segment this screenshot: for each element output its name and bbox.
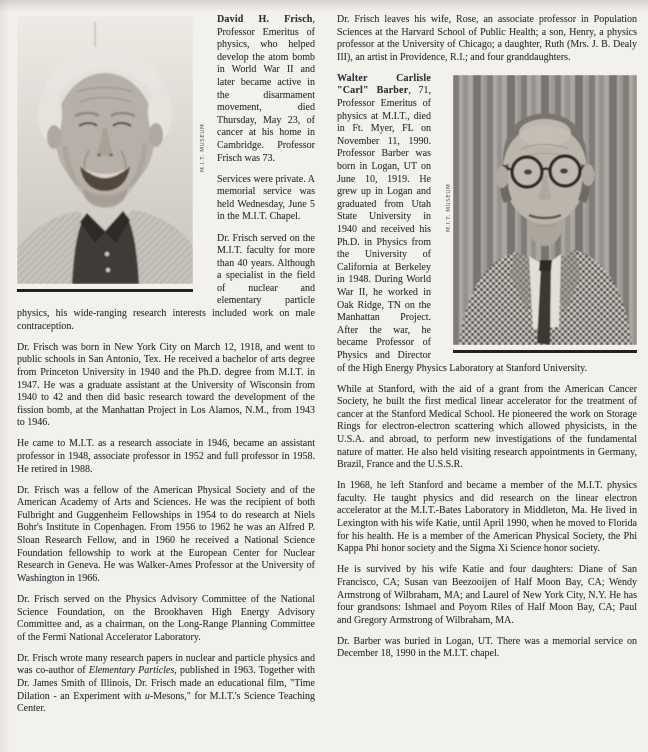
barber-photo-row xyxy=(439,75,637,345)
paragraph: Dr. Frisch wrote many research papers in nuclear and particle physics and was co-author of Elementary Particles, published in 1963. Together with Dr. James Smith of Illinois, Dr. Frisch made an educational film, "Time Dilation - an Experiment with u-Mesons," for M.I.T.'s Science Teaching Center. xyxy=(17,652,315,715)
barber-photo-rule xyxy=(453,350,637,353)
paragraph: Dr. Frisch served on the M.I.T. faculty for more than 40 years. Although a specialist in the field of nuclear and elementary particle physics, his wide-ranging research interests included work on male contraception. xyxy=(17,232,315,332)
paragraph: In 1968, he left Stanford and became a member of the M.I.T. physics faculty. He taught physics and did research on the linear electron accelerator at the M.I.T.-Bates Laboratory in Middleton, Ma. He lived in Lexington with his wife Katie, until April 1990, when he moved to Florida for his health. He is a member of the American Physical Society, the Phi Kappa Phi honor society and the Sigma Xi Science honor society. xyxy=(337,480,637,555)
paragraph: Dr. Frisch was born in New York City on March 12, 1918, and went to public schools in San Antonio, Tex. He received a bachelor of arts degree from Princeton University in 1940 and the Ph.D. degree from M.I.T. in 1947. He was a graduate assistant at the University of Wisconsin from 1940 to 42 and then did basic research toward the development of the fission bomb, at the Manhattan Project in Los Alamos, N.M., from 1943 to 1946. xyxy=(17,341,315,429)
paragraph: Dr. Barber was buried in Logan, UT. There was a memorial service on December 18, 1990 in the M.I.T. chapel. xyxy=(337,635,637,660)
barber-photo-block xyxy=(439,75,637,353)
frisch-photo-credit: M.I.T. MUSEUM xyxy=(200,123,206,173)
paragraph: Dr. Frisch leaves his wife, Rose, an associate professor in Population Sciences at the Harvard School of Public Health; a son, Henry, a physics professor at the University of Chicago; a daughter, Ruth (Mrs. J. B. Dealy III), an artist in Providence, R.I.; and four granddaughters. xyxy=(337,14,637,63)
frisch-photo-row xyxy=(17,16,207,284)
paragraph: Services were private. A memorial service was held Wednesday, June 5 in the M.I.T. Chapel. xyxy=(217,173,315,223)
frisch-portrait-photo xyxy=(17,16,193,284)
paragraph: He came to M.I.T. as a research associate in 1946, became an assistant professor in 1948, associate professor in 1952 and full professor in 1958. He retired in 1988. xyxy=(17,438,315,475)
frisch-obituary-column xyxy=(17,14,315,724)
paragraph: Dr. Frisch served on the Physics Advisory Committee of the National Science Foundation, on the Brookhaven High Energy Advisory Committee and, as a chairman, on the Long-Range Planning Committee of the Fermi National Accelerator Laboratory. xyxy=(17,593,315,643)
paragraph: He is survived by his wife Katie and four daughters: Diane of San Francisco, CA; Susan van Beezooijen of Half Moon Bay, CA; Wendy Armstrong of Wilbraham, MA; and Laurel of New York City, N.Y. He has four grandsons: Ishmael and Poyom Riles of Half Moon Bay, CA; Paul and Gregory Armstrong of Wilbraham, MA. xyxy=(337,564,637,626)
frisch-survivors-flow xyxy=(337,14,637,64)
barber-obituary-column xyxy=(337,14,637,724)
frisch-photo-rule xyxy=(17,289,193,292)
barber-photo-credit: M.I.T. MUSEUM xyxy=(446,183,452,233)
barber-portrait-photo xyxy=(453,75,637,345)
paragraph: David H. Frisch, Professor Emeritus of physics, who helped develop the atom bomb in World War II and later became active in the disarmament movement, died Thursday, May 23, of cancer at his home in Cambridge. Professor Frisch was 73. xyxy=(217,14,315,164)
frisch-photo-block xyxy=(17,16,207,292)
paragraph: While at Stanford, with the aid of a grant from the American Cancer Society, he built the first medical linear accelerator for the treatment of cancer at the Stanford Medical School. He pioneered the work on Storage Rings for electron-electron scattering which allowed physicists, in the U.S.A. and abroad, to perform new investigations of the fundamental nature of matter. He also held visiting research appointments in Germany, Brazil, France and the U.S.S.R. xyxy=(337,383,637,471)
paragraph: Walter Carlisle "Carl" Barber, 71, Professor Emeritus of physics at M.I.T., died in Ft. Myer, FL on November 11, 1990. Professor Barber was born in Logan, UT on June 10, 1919. He grew up in Logan and graduated from Utah State University in 1940 and received his Ph.D. in Physics from the University of California at Berkeley in 1948. During World War II, he worked in Oak Ridge, TN on the Manhattan Project. After the war, he became Professor of Physics and Director of the High Energy Physics Laboratory at Stanford University. xyxy=(337,72,587,374)
two-column-layout xyxy=(17,14,637,724)
paragraph: Dr. Frisch was a fellow of the American Physical Society and of the American Academy of Arts and Sciences. He was the recipient of both Fulbright and Guggenheim Fellowships in 1954 to do research at Niels Bohr's Institute in Copenhagen. From 1956 to 1962 he was an Alfred P. Sloan Research Fellow, and in 1960 he received a National Science Foundation fellowship to work at the European Center for Nuclear Research in Geneva. He was Walker-Ames Professor at the University of Washington in 1966. xyxy=(17,484,315,584)
